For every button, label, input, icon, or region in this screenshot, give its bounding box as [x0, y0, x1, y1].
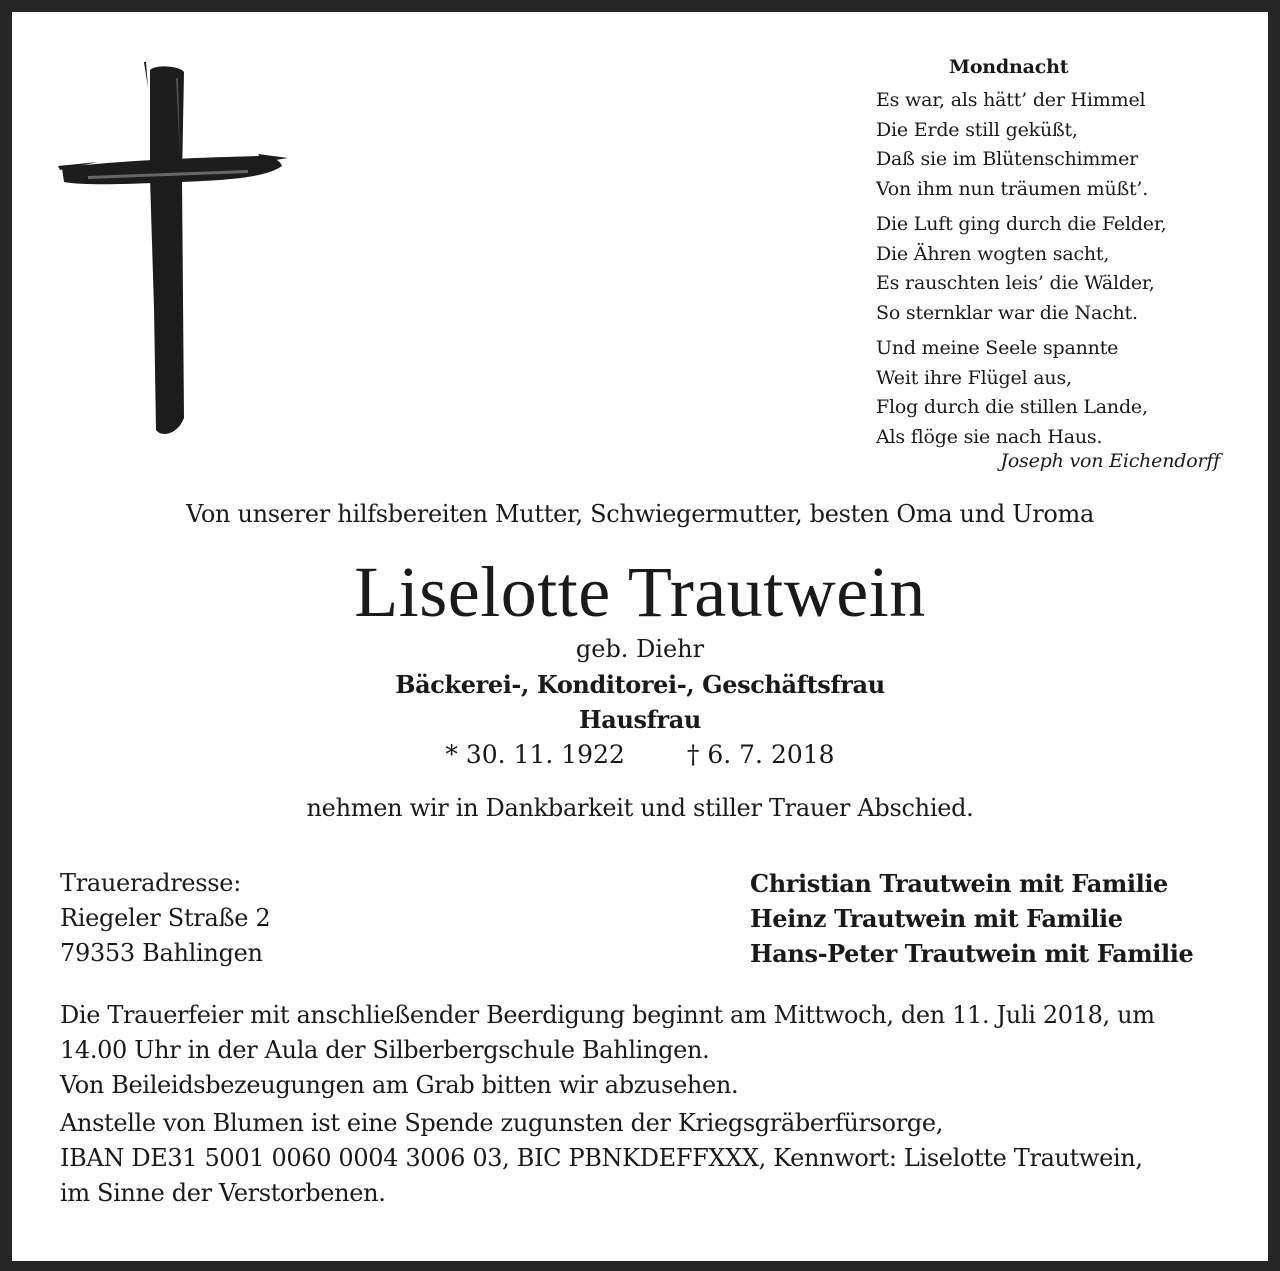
- ceremony-line: Die Trauerfeier mit anschließender Beerdigung beginnt am Mittwoch, den 11. Juli 2018, um: [60, 1001, 1155, 1029]
- poem-line: Und meine Seele spannte: [876, 337, 1119, 359]
- poem-stanza-3: [876, 334, 1236, 452]
- address-label: Traueradresse:: [60, 869, 241, 897]
- poem-title: Mondnacht: [949, 56, 1069, 78]
- poem-line: Die Luft ging durch die Felder,: [876, 213, 1167, 235]
- poem-line: So sternklar war die Nacht.: [876, 301, 1138, 324]
- poem-author: Joseph von Eichendorff: [1000, 450, 1220, 472]
- poem-stanza-1: [876, 86, 1236, 204]
- poem-line: Die Erde still geküßt,: [876, 118, 1078, 141]
- role: Hausfrau: [579, 705, 701, 734]
- ceremony-paragraph: [60, 998, 1230, 1103]
- poem-line: Flog durch die stillen Lande,: [876, 396, 1148, 418]
- condolence-line: Von Beileidsbezeugungen am Grab bitten wir abzusehen.: [60, 1071, 739, 1099]
- poem-stanza-2: [876, 210, 1236, 328]
- donation-paragraph: [60, 1106, 1230, 1211]
- profession: Bäckerei-, Konditorei-, Geschäftsfrau: [395, 670, 885, 699]
- family-member: Hans-Peter Trautwein mit Familie: [750, 939, 1194, 968]
- poem-line: Die Ähren wogten sacht,: [876, 242, 1110, 265]
- poem-line: Es war, als hätt’ der Himmel: [876, 89, 1146, 111]
- address-street: Riegeler Straße 2: [60, 904, 271, 932]
- donation-line: Anstelle von Blumen ist eine Spende zugunsten der Kriegsgräberfürsorge,: [60, 1109, 943, 1137]
- death-date: † 6. 7. 2018: [686, 740, 835, 769]
- family-list: [750, 866, 1193, 971]
- donation-line: IBAN DE31 5001 0060 0004 3006 03, BIC PBNKDEFFXXX, Kennwort: Liselotte Trautwein,: [60, 1144, 1143, 1172]
- ceremony-line: 14.00 Uhr in der Aula der Silberbergschule Bahlingen.: [60, 1036, 710, 1064]
- deceased-name: Liselotte Trautwein: [354, 552, 926, 632]
- poem-line: Es rauschten leis’ die Wälder,: [876, 272, 1155, 294]
- poem-line: Als flöge sie nach Haus.: [876, 425, 1103, 448]
- life-dates: [0, 740, 1280, 769]
- birth-date: * 30. 11. 1922: [445, 740, 625, 769]
- family-member: Christian Trautwein mit Familie: [750, 869, 1168, 898]
- poem: [876, 54, 1236, 458]
- mourning-address: [60, 866, 270, 971]
- maiden-name: geb. Diehr: [575, 635, 705, 663]
- ceremony-notes: [60, 998, 1230, 1214]
- poem-line: Weit ihre Flügel aus,: [876, 366, 1072, 389]
- intro-text: Von unserer hilfsbereiten Mutter, Schwiegermutter, besten Oma und Uroma: [186, 500, 1094, 528]
- farewell-text: nehmen wir in Dankbarkeit und stiller Trauer Abschied.: [306, 794, 974, 822]
- family-member: Heinz Trautwein mit Familie: [750, 904, 1123, 933]
- brush-cross-icon: [58, 58, 290, 443]
- poem-line: Daß sie im Blütenschimmer: [876, 148, 1138, 170]
- poem-line: Von ihm nun träumen müßt’.: [876, 177, 1149, 200]
- donation-line: im Sinne der Verstorbenen.: [60, 1179, 386, 1207]
- address-city: 79353 Bahlingen: [60, 939, 263, 967]
